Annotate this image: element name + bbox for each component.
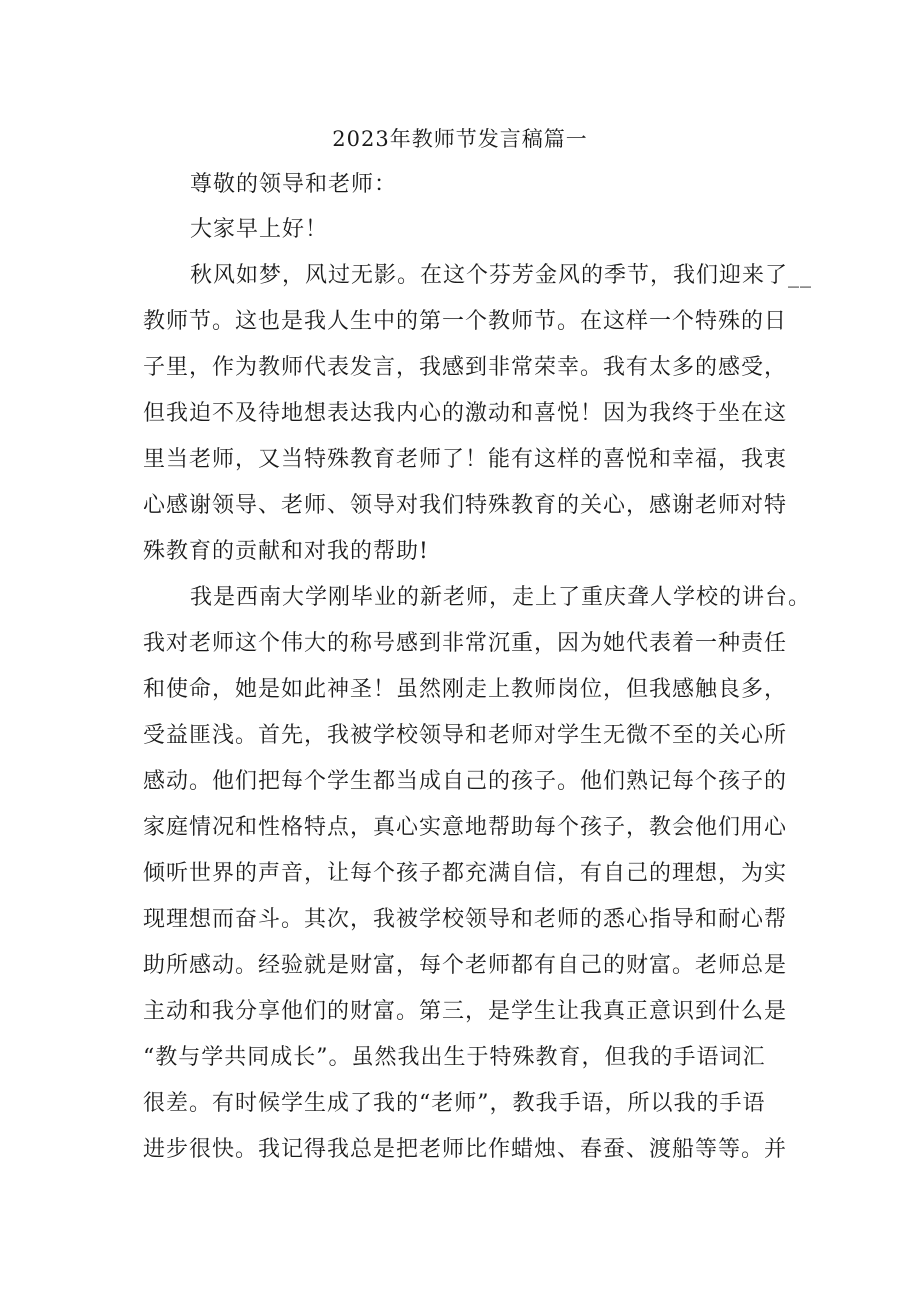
paragraph-1-line-5: 里当老师，又当特殊教育老师了！能有这样的喜悦和幸福，我衷 [143,447,788,472]
paragraph-2-line-10: 主动和我分享他们的财富。第三，是学生让我真正意识到什么是 [143,999,788,1024]
paragraph-2-line-9: 助所感动。经验就是财富，每个老师都有自己的财富。老师总是 [143,953,788,978]
paragraph-2-line-11: “教与学共同成长”。虽然我出生于特殊教育，但我的手语词汇 [143,1045,766,1070]
paragraph-1-line-3: 子里，作为教师代表发言，我感到非常荣幸。我有太多的感受， [143,355,788,380]
paragraph-2-line-13: 进步很快。我记得我总是把老师比作蜡烛、春蚕、渡船等等。并 [143,1137,788,1162]
paragraph-1-line-4: 但我迫不及待地想表达我内心的激动和喜悦！因为我终于坐在这 [143,401,788,426]
paragraph-2-line-8: 现理想而奋斗。其次，我被学校领导和老师的悉心指导和耐心帮 [143,907,788,932]
paragraph-2-line-6: 家庭情况和性格特点，真心实意地帮助每个孩子，教会他们用心 [143,815,788,840]
paragraph-1-line-7: 殊教育的贡献和对我的帮助! [143,539,429,564]
paragraph-2-line-5: 感动。他们把每个学生都当成自己的孩子。他们熟记每个孩子的 [143,769,788,794]
paragraph-2-line-2: 我对老师这个伟大的称号感到非常沉重，因为她代表着一种责任 [143,631,788,656]
paragraph-2-line-12: 很差。有时候学生成了我的“老师”，教我手语，所以我的手语 [143,1091,766,1116]
document-title: 2023年教师节发言稿篇一 [332,127,588,151]
paragraph-2-line-4: 受益匪浅。首先，我被学校领导和老师对学生无微不至的关心所 [143,723,788,748]
paragraph-2-line-1: 我是西南大学刚毕业的新老师，走上了重庆聋人学校的讲台。 [190,585,812,610]
greeting: 大家早上好！ [190,217,329,242]
salutation: 尊敬的领导和老师： [190,172,398,197]
paragraph-1-line-6: 心感谢领导、老师、领导对我们特殊教育的关心，感谢老师对特 [143,493,788,518]
paragraph-2-line-3: 和使命，她是如此神圣！虽然刚走上教师岗位，但我感触良多， [143,677,788,702]
paragraph-2-line-7: 倾听世界的声音，让每个孩子都充满自信，有自己的理想，为实 [143,861,788,886]
paragraph-1-line-2: 教师节。这也是我人生中的第一个教师节。在这样一个特殊的日 [143,309,788,334]
paragraph-1-line-1: 秋风如梦，风过无影。在这个芬芳金风的季节，我们迎来了__ [190,263,813,288]
